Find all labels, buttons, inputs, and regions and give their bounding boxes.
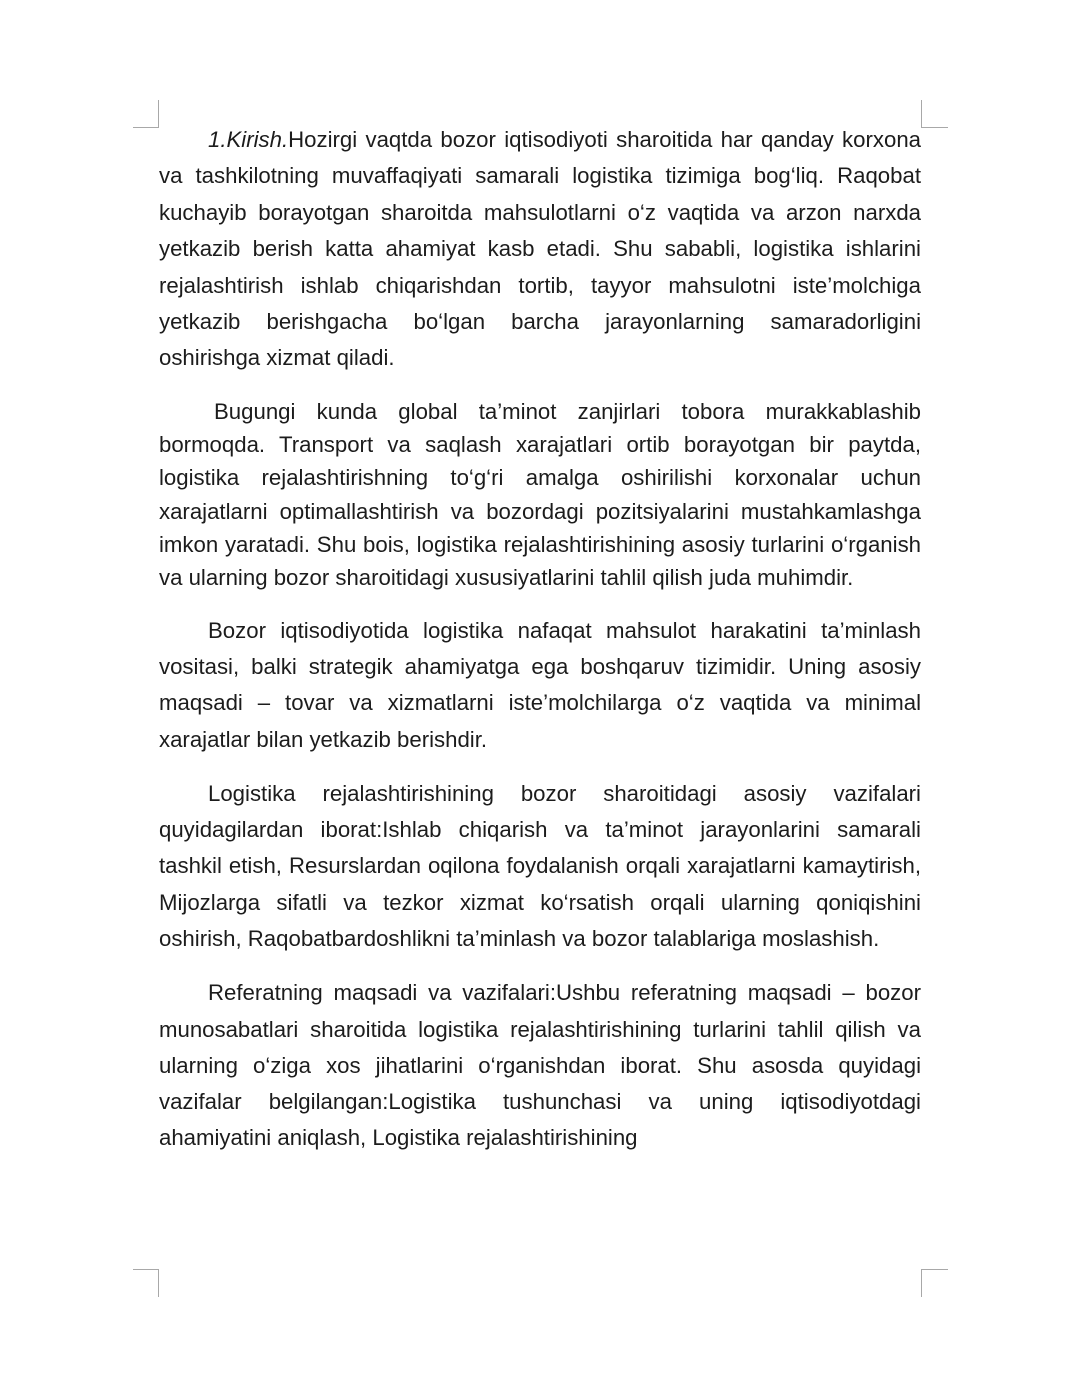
paragraph-market-economy: Bozor iqtisodiyotida logistika nafaqat mahsulot harakatini ta’minlash vositasi, balki strategik ahamiyatga ega boshqaruv tizimidir. Uning asosiy maqsadi – tovar va xizmatlarni iste’molchilarga o‘z vaqtida va minimal xarajatlar bilan yetkazib berishdir. — [159, 617, 921, 752]
document-body[interactable] — [159, 122, 921, 1262]
paragraph-goals: Referatning maqsadi va vazifalari:Ushbu referatning maqsadi – bozor munosabatlari sharoitida logistika rejalashtirishining turlarini tahlil qilish va ularning o‘ziga xos jihatlarini o‘rganishdan iborat. Shu asosda quyidagi vazifalar belgilangan:Logistika tushunchasi va uning iqtisodiyotdagi ahamiyatini aniqlash, Logistika rejalashtirishining — [159, 980, 921, 1151]
margin-mark-top-right — [921, 100, 948, 128]
margin-mark-top-left — [133, 100, 159, 128]
paragraph-text: Hozirgi vaqtda bozor iqtisodiyoti sharoitida har qanday korxona va tashkilotning muvaffaqiyati samarali logistika tizimiga bog‘liq. Raqobat kuchayib borayotgan sharoitda mahsulotlarni o‘z vaqtida va arzon narxda yetkazib berish katta ahamiyat kasb etadi. Shu sababli, logistika ishlarini rejalashtirish ishlab chiqarishdan tortib, tayyor mahsulotni iste’molchiga yetkazib berishgacha bo‘lgan barcha jarayonlarning samaradorligini oshirishga xizmat qiladi. — [159, 127, 921, 371]
paragraph-tasks: Logistika rejalashtirishining bozor sharoitidagi asosiy vazifalari quyidagilardan iborat:Ishlab chiqarish va ta’minot jarayonlarini samarali tashkil etish, Resurslardan oqilona foydalanish orqali xarajatlarni kamaytirish, Mijozlarga sifatli va tezkor xizmat ko‘rsatish orqali ularning qoniqishini oshirish, Raqobatbardoshlikni ta’minlash va bozor talablariga moslashish. — [159, 780, 921, 951]
margin-mark-bottom-left — [133, 1269, 159, 1297]
margin-mark-bottom-right — [921, 1269, 948, 1297]
paragraph-supply-chains: Bugungi kunda global ta’minot zanjirlari tobora murakkablashib bormoqda. Transport va saqlash xarajatlari ortib borayotgan bir paytda, logistika rejalashtirishning to‘g‘ri amalga oshirilishi korxonalar uchun xarajatlarni optimallashtirish va bozordagi pozitsiyalarini mustahkamlashga imkon yaratadi. Shu bois, logistika rejalashtirishining asosiy turlarini o‘rganish va ularning bozor sharoitidagi xususiyatlarini tahlil qilish juda muhimdir. — [159, 398, 921, 591]
paragraph-introduction — [159, 122, 921, 377]
section-heading-inline: 1.Kirish. — [208, 127, 289, 152]
